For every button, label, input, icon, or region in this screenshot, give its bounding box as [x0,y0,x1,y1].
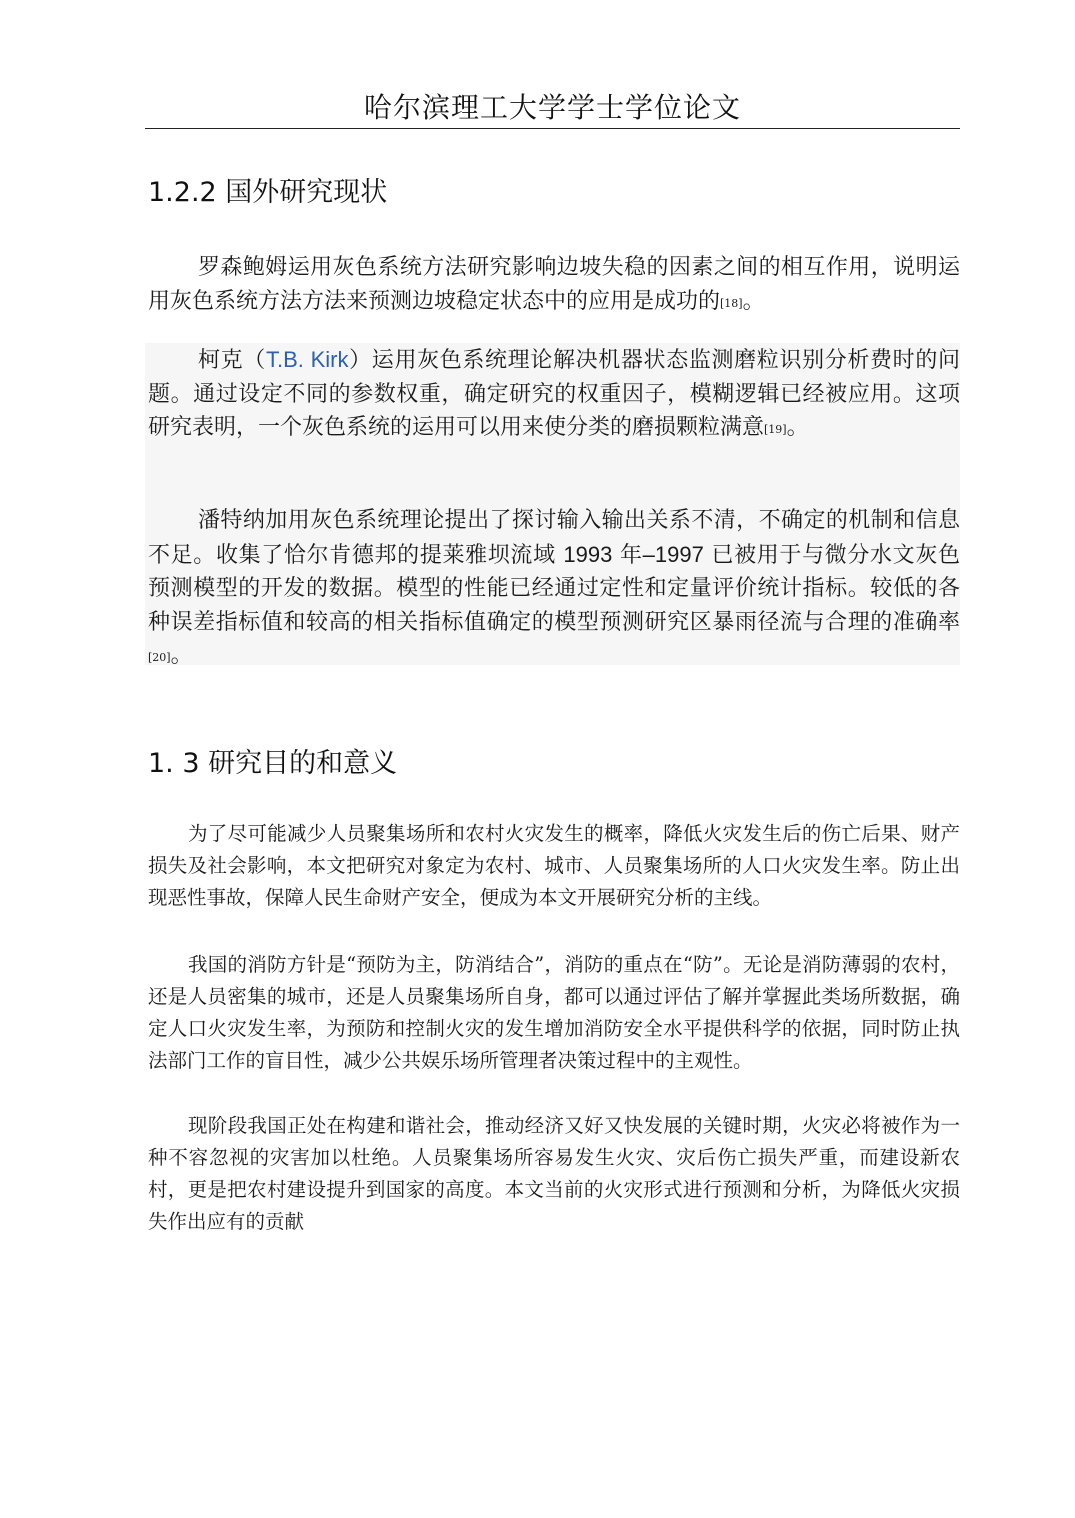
paragraph-end: 。 [170,643,193,668]
paragraph-end: 。 [786,415,809,440]
paragraph-rosenbaum [148,251,960,318]
author-name-link[interactable]: T.B. Kirk [265,347,349,372]
year-end: 1997 [654,541,704,567]
section-heading-1-3: 1. 3 研究目的和意义 [148,748,398,779]
paragraph-end: 。 [742,288,765,314]
paragraph-text-2: 年 [612,542,643,568]
paragraph-text-1: 潘特纳加用灰色系统理论提出了探讨输入输出关系不清，不确定的机制和信息不足。收集了恰尔肯德邦的提莱雅坝流域 [148,508,960,568]
page-header-title: 哈尔滨理工大学学士学位论文 [363,91,741,124]
paragraph-text: 罗森鲍姆运用灰色系统方法研究影响边坡失稳的因素之间的相互作用，说明运用灰色系统方法方法来预测边坡稳定状态中的应用是成功的 [148,255,960,314]
citation-18: [18] [720,296,743,310]
citation-20: [20] [148,651,171,664]
paragraph-pantnagar [148,504,960,673]
paragraph-purpose-1: 为了尽可能减少人员聚集场所和农村火灾发生的概率，降低火灾发生后的伤亡后果、财产损失及社会影响，本文把研究对象定为农村、城市、人员聚集场所的人口火灾发生率。防止出现恶性事故，保障人民生命财产安全，便成为本文开展研究分析的主线。 [148,822,960,909]
citation-19: [19] [764,423,787,436]
section-heading-1-2-2: 1.2.2 国外研究现状 [148,177,388,208]
paragraph-text-before: 柯克（ [198,348,266,373]
paragraph-text-after: ）运用灰色系统理论解决机器状态监测磨粒识别分析费时的问题。通过设定不同的参数权重，确定研究的权重因子，模糊逻辑已经被应用。这项研究表明，一个灰色系统的运用可以用来使分类的磨损颗粒满意 [148,348,960,440]
year-dash: – [642,541,655,567]
paragraph-purpose-2: 我国的消防方针是“预防为主，防消结合”，消防的重点在“防”。无论是消防薄弱的农村，还是人员密集的城市，还是人员聚集场所自身，都可以通过评估了解并掌握此类场所数据，确定人口火灾发生率，为预防和控制火灾的发生增加消防安全水平提供科学的依据，同时防止执法部门工作的盲目性，减少公共娱乐场所管理者决策过程中的主观性。 [148,953,960,1072]
paragraph-kirk [148,343,960,445]
paragraph-purpose-3: 现阶段我国正处在构建和谐社会，推动经济又好又快发展的关键时期，火灾必将被作为一种不容忽视的灾害加以杜绝。人员聚集场所容易发生火灾、灾后伤亡损失严重，而建设新农村，更是把农村建设提升到国家的高度。本文当前的火灾形式进行预测和分析，为降低火灾损失作出应有的贡献 [148,1114,960,1233]
year-start: 1993 [563,541,613,567]
paragraph-text-3: 已被用于与微分水文灰色预测模型的开发的数据。模型的性能已经通过定性和定量评价统计指标。较低的各种误差指标值和较高的相关指标值确定的模型预测研究区暴雨径流与合理的准确率 [148,542,960,635]
header-divider [145,128,960,129]
